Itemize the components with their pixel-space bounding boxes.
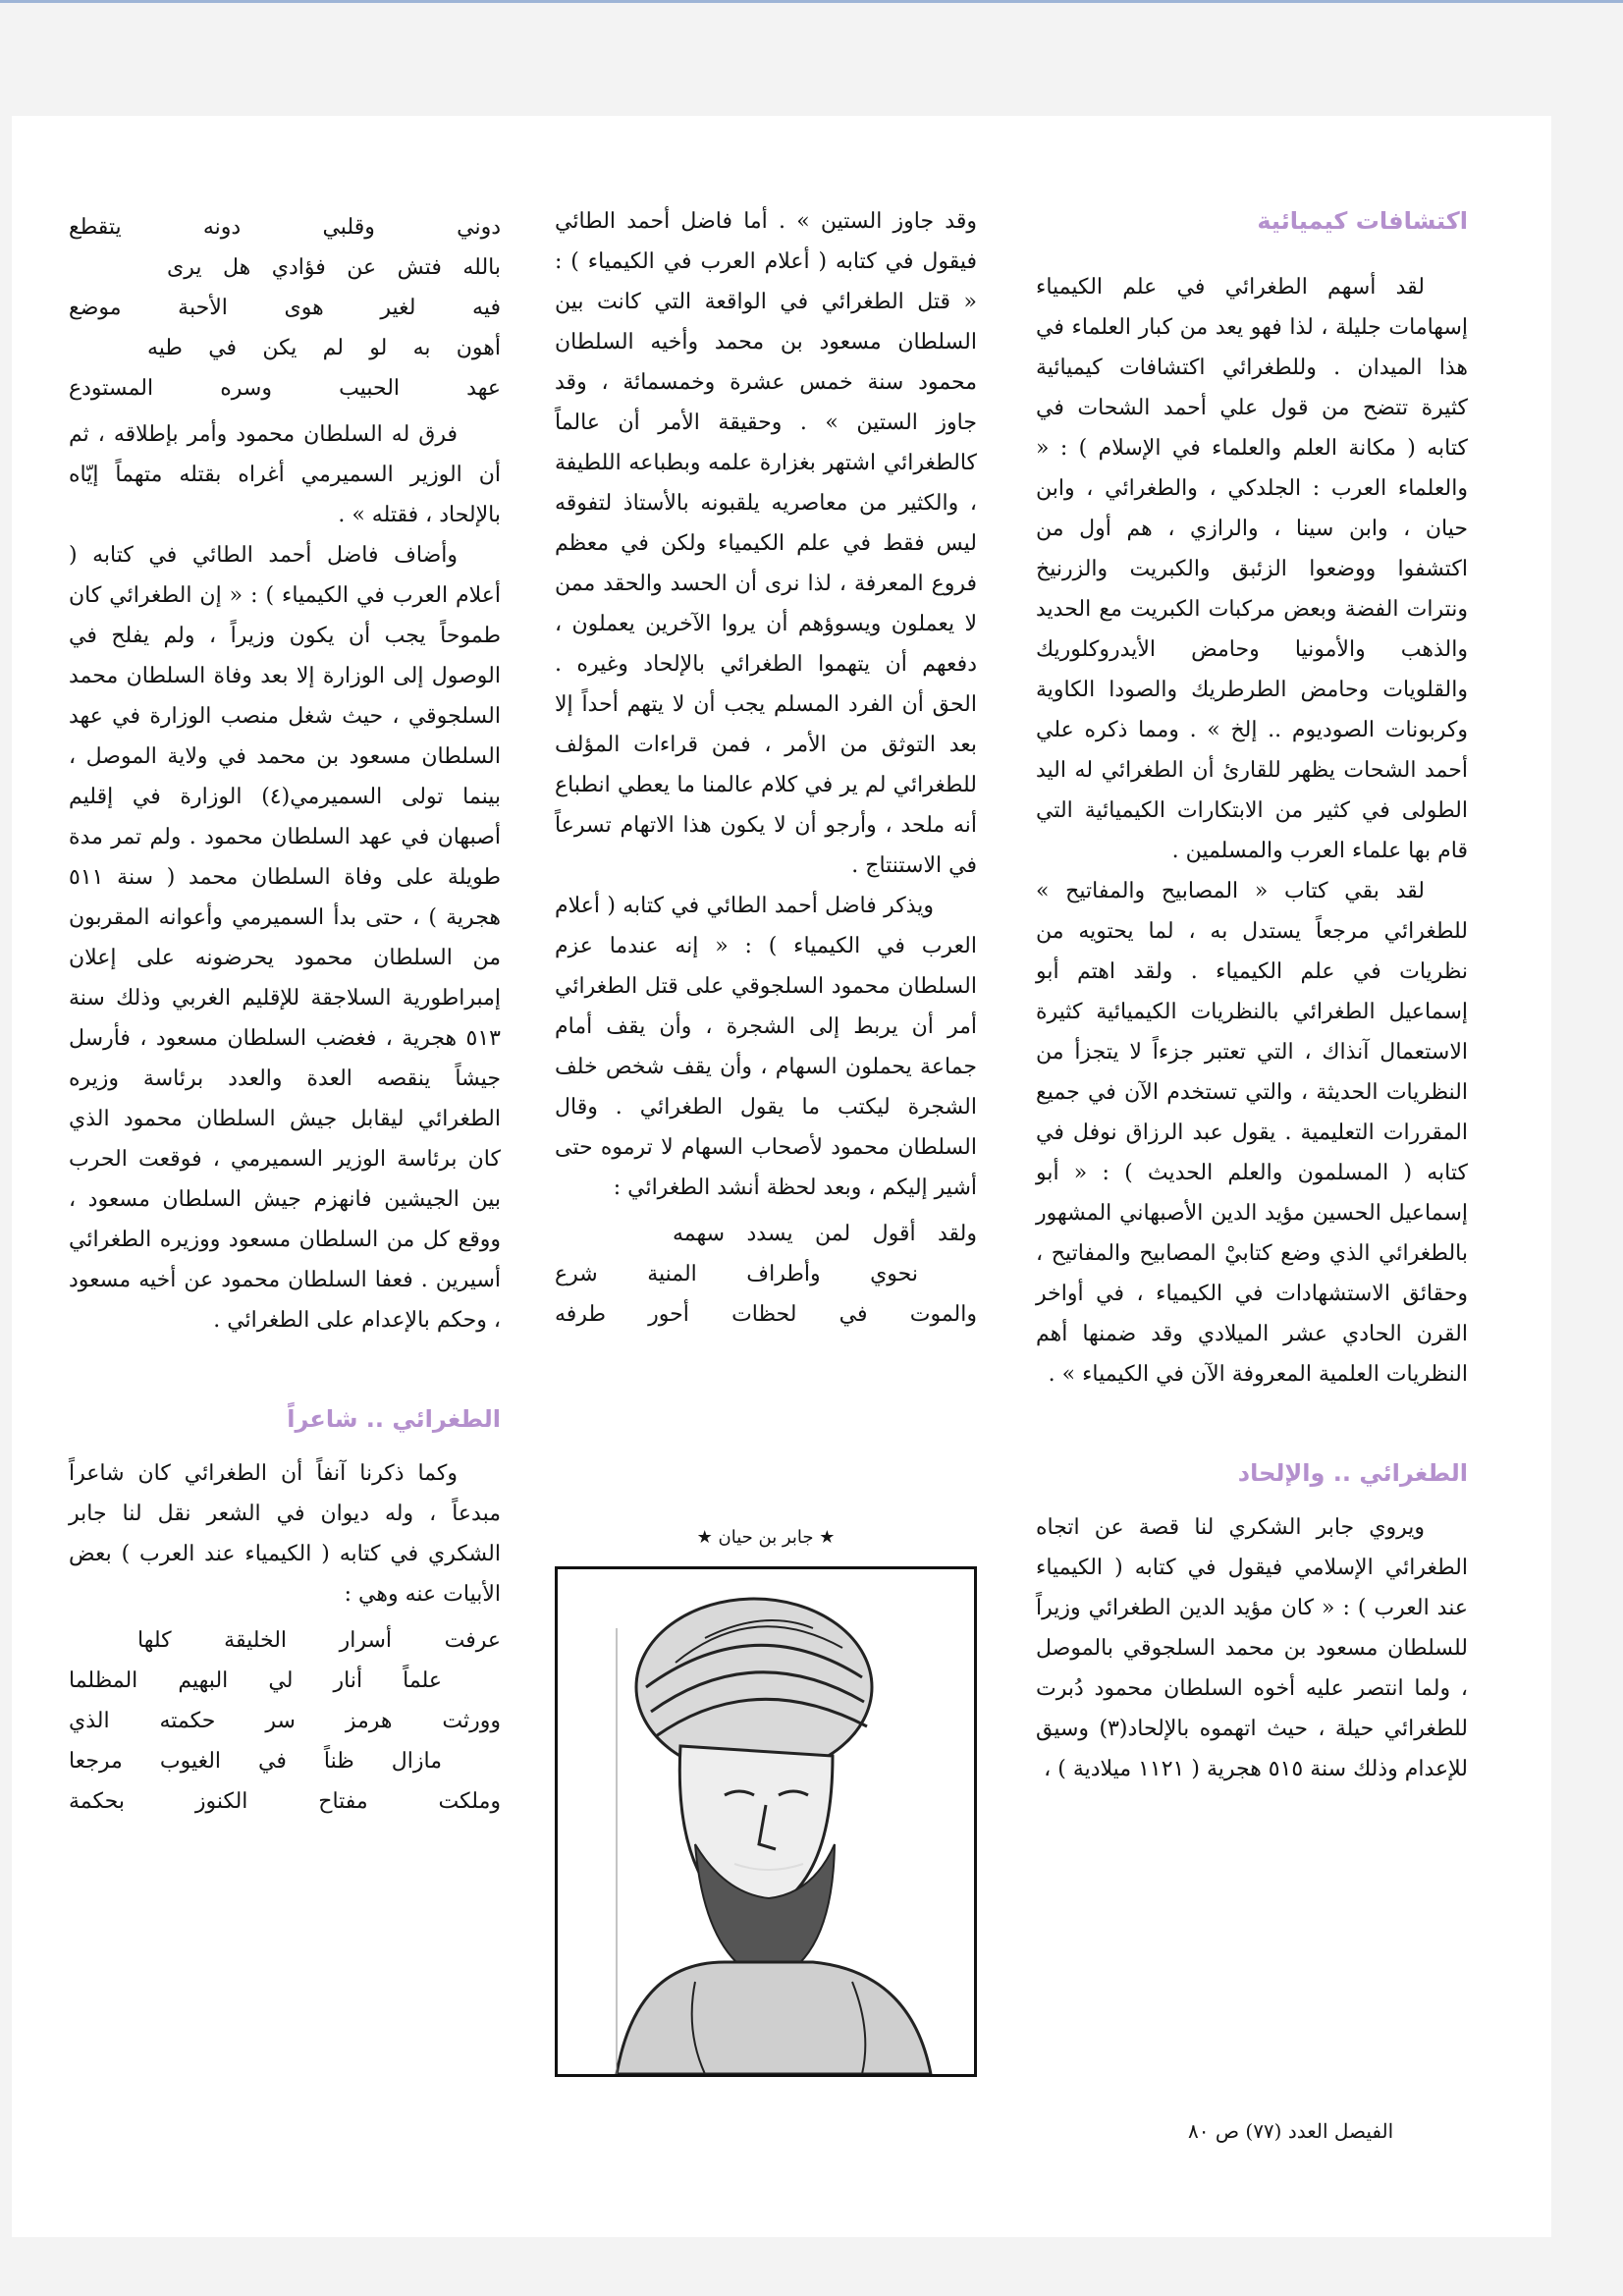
verse-line: وملكت مفتاح الكنوز بحكمة [69,1789,501,1814]
paragraph-shukri-story: ويروي جابر الشكري لنا قصة عن اتجاه الطغرائي الإسلامي فيقول في كتابه ( الكيمياء عند العرب ) : « كان مؤيد الدين الطغرائي وزيراً للسلطان مسعود بن محمد السلجوقي بالموصل ، ولما انتصر عليه أخوه السلطان محمود دُبرت للطغرائي حيلة ، حيث اتهموه بالإلحاد(٣) وسيق للإعدام وذلك سنة ٥١٥ هجرية ( ١١٢١ ميلادية ) ، [1036,1515,1468,1781]
column-left [69,201,501,1828]
image-caption: ★ جابر بن حيان ★ [696,1527,836,1548]
column-middle [555,201,977,1340]
verse-line: وورثت هرمز سر حكمته الذي [69,1709,501,1733]
paragraph-taie-added: وأضاف فاضل أحمد الطائي في كتابه ( أعلام العرب في الكيمياء ) : « إن الطغرائي كان طموحاً يجب أن يكون وزيراً ، ولم يفلح في الوصول إلى الوزارة إلا بعد وفاة السلطان محمد السلجوقي ، حيث شغل منصب الوزارة في عهد السلطان مسعود بن محمد في ولاية الموصل ، بينما تولى السميرمي(٤) الوزارة في إقليم أصبهان في عهد السلطان محمود . ولم تمر مدة طويلة على وفاة السلطان محمد ( سنة ٥١١ هجرية ) ، حتى بدأ السميرمي وأعوانه المقربون من السلطان محمود يحرضونه على إعلان إمبراطورية السلاجقة للإقليم الغربي وذلك سنة ٥١٣ هجرية ، فغضب السلطان مسعود ، فأرسل جيشاً ينقصه العدة والعدد برئاسة وزيره الطغرائي ليقابل جيش السلطان محمود الذي كان برئاسة الوزير السميرمي ، فوقعت الحرب بين الجيشين فانهزم جيش السلطان مسعود ، ووقع كل من السلطان مسعود ووزيره الطغرائي أسيرين . فعفا السلطان محمود عن أخيه مسعود ، وحكم بالإعدام على الطغرائي . [69,543,501,1333]
column-right [1036,201,1468,1789]
verse-line: دوني وقلبي دونه يتقطع [69,215,501,240]
paragraph-release: فرق له السلطان محمود وأمر بإطلاقه ، ثم أن الوزير السميرمي أغراه بقتله متهماً إيّاه بالإلحاد ، فقتله » . [69,422,501,527]
poem-block-3 [69,1620,501,1822]
verse-line: علماً أنار لي البهيم المظلما [69,1668,442,1693]
verse-line: ولقد أقول لمن يسدد سهمه [673,1222,977,1246]
paragraph-discoveries: لقد أسهم الطغرائي في علم الكيمياء إسهامات جليلة ، لذا فهو يعد من كبار العلماء في هذا الميدان . وللطغرائي اكتشافات كيميائية كثيرة تتضح من قول علي أحمد الشحات في كتابه ( مكانة العلم والعلماء في الإسلام ) : « والعلماء العرب : الجلدكي ، والطغرائي ، وابن حيان ، وابن سينا ، والرازي ، هم أول من اكتشفوا ووضعوا الزئبق والكبريت والزرنيخ ونترات الفضة وبعض مركبات الكبريت مع الحديد والذهب والأمونيا وحامض الأيدروكلوريك والقلويات وحامض الطرطريك والصودا الكاوية وكربونات الصوديوم .. إلخ » . ومما ذكره علي أحمد الشحات يظهر للقارئ أن الطغرائي له اليد الطولى في كثير من الابتكارات الكيميائية التي قام بها علماء العرب والمسلمين . [1036,275,1468,863]
poem-block-2 [69,207,501,409]
verse-line: أهون به لو لم يكن في طيه [147,336,501,360]
paragraph-poet: وكما ذكرنا آنفاً أن الطغرائي كان شاعراً مبدعاً ، وله ديوان في الشعر نقل لنا جابر الشكري في كتابه ( الكيمياء عند العرب ) بعض الأبيات عنه وهي : [69,1461,501,1607]
verse-line: بالله فتش عن فؤادي هل يرى [167,255,501,280]
top-rule [0,0,1623,3]
paragraph-taie-1: وقد جاوز الستين » . أما فاضل أحمد الطائي فيقول في كتابه ( أعلام العرب في الكيمياء ) : « قتل الطغرائي في الواقعة التي كانت بين السلطان مسعود بن محمد وأخيه السلطان محمود سنة خمس عشرة وخمسمائة ، وقد جاوز الستين » . وحقيقة الأمر أن عالماً كالطغرائي اشتهر بغزارة علمه وبطباعه اللطيفة ، والكثير من معاصريه يلقبونه بالأستاذ لتفوقه ليس فقط في علم الكيمياء ولكن في معظم فروع المعرفة ، لذا نرى أن الحسد والحقد ممن لا يعملون ويسوؤهم أن يروا الآخرين يعملون ، دفعهم أن يتهموا الطغرائي بالإلحاد وغيره . الحق أن الفرد المسلم يجب أن لا يتهم أحداً إلا بعد التوثق من الأمر ، فمن قراءات المؤلف للطغرائي لم ير في كلام عالمنا ما يعطي انطباع أنه ملحد ، وأرجو أن لا يكون هذا الاتهام تسرعاً في الاستنتاج . [555,209,978,878]
heading-atheism: الطغرائي .. والإلحاد [1237,1459,1468,1487]
verse-line: عهد الحبيب وسره المستودع [69,376,501,401]
paragraph-masabih: لقد بقي كتاب « المصابيح والمفاتيح » للطغرائي مرجعاً يستدل به ، لما يحتويه من نظريات في علم الكيمياء . ولقد اهتم أبو إسماعيل الطغرائي بالنظريات الكيميائية كثيرة الاستعمال آنذاك ، التي تعتبر جزءاً لا يتجزأ من النظريات الحديثة ، والتي تستخدم الآن في جميع المقررات التعليمية . يقول عبد الرزاق نوفل في كتابه ( المسلمون والعلم الحديث ) : « أبو إسماعيل الحسين مؤيد الدين الأصبهاني المشهور بالطغرائي الذي وضع كتابيْ المصابيح والمفاتيح ، وحقائق الاستشهادات في الكيمياء ، في أواخر القرن الحادي عشر الميلادي وقد ضمنها أهم النظريات العلمية المعروفة الآن في الكيمياء » . [1036,879,1468,1387]
verse-line: عرفت أسرار الخليقة كلها [137,1628,501,1653]
verse-line: والموت في لحظات أحور طرفه [555,1302,977,1327]
verse-line: فيه لغير هوى الأحبة موضع [69,296,501,320]
portrait-jabir-icon [558,1569,974,2074]
heading-chemical-discoveries: اكتشافات كيميائية [1257,207,1468,235]
verse-line: نحوي وأطراف المنية شرع [555,1262,918,1286]
verse-line: مازال ظناً في الغيوب مرجعا [69,1749,442,1774]
heading-poet: الطغرائي .. شاعراً [287,1405,501,1433]
poem-block-1 [555,1214,977,1335]
page-footer: الفيصل العدد (٧٧) ص ٨٠ [1188,2119,1394,2143]
paragraph-taie-2: ويذكر فاضل أحمد الطائي في كتابه ( أعلام العرب في الكيمياء ) : « إنه عندما عزم السلطان محمود السلجوقي على قتل الطغرائي أمر أن يربط إلى الشجرة ، وأن يقف أمام جماعة يحملون السهام ، وأن يقف شخص خلف الشجرة ليكتب ما يقول الطغرائي . وقال السلطان محمود لأصحاب السهام لا ترموه حتى أشير إليكم ، وبعد لحظة أنشد الطغرائي : [555,894,977,1200]
portrait-image [555,1566,977,2077]
